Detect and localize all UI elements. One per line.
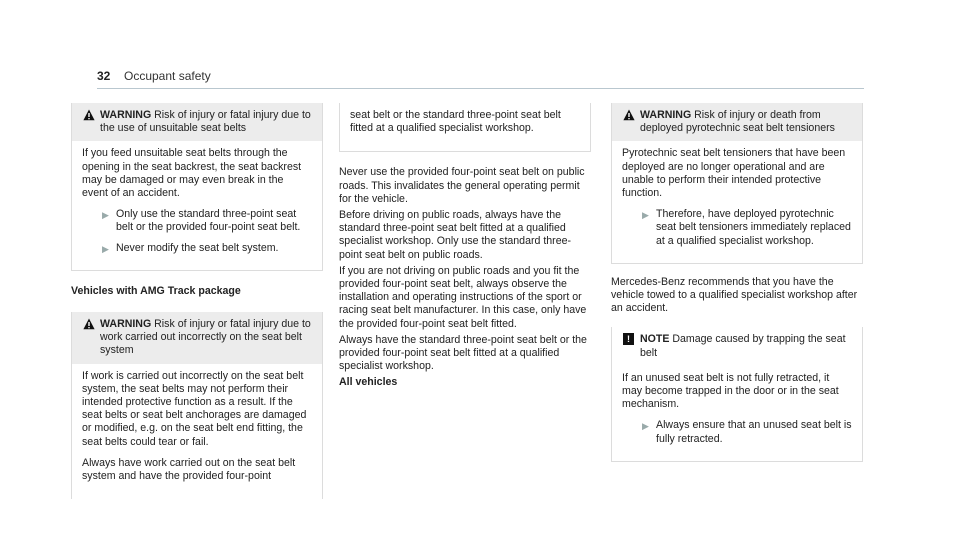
paragraph: Mercedes-Benz recommends that you have the vehicle towed to a qualified specialist workshop after an accident.: [611, 275, 858, 315]
note-text: If an unused seat belt is not fully retracted, it may become trapped in the door or in the seat mechanism.: [622, 371, 839, 411]
warning-title: Risk of injury or fatal injury due to the use of unsuitable seat belts: [100, 109, 311, 135]
instruction-step: [82, 242, 312, 255]
step-text: Always ensure that an unused seat belt is fully retracted.: [656, 419, 852, 445]
step-text: Therefore, have deployed pyrotechnic seat belt tensioners immediately replaced at a qualified specialist workshop.: [656, 208, 851, 247]
paragraph: Before driving on public roads, always have the standard three-point seat belt fitted at a qualified specialist workshop. Only use the standard three-point seat belt on public roads.: [339, 209, 572, 261]
warning-title: Risk of injury or death from deployed pyrotechnic seat belt tensioners: [640, 109, 835, 135]
warning-text: seat belt or the standard three-point seat belt fitted at a qualified specialist workshop.: [350, 109, 561, 135]
paragraph: Always have the standard three-point seat belt or the provided four-point seat belt fitted at a qualified specialist workshop.: [339, 333, 587, 373]
instruction-step: [622, 208, 852, 248]
note-box-trapping: [611, 327, 863, 461]
warning-text: Pyrotechnic seat belt tensioners that have been deployed are no longer operational and are unable to perform their intended protective function.: [622, 147, 846, 200]
warning-header: [612, 103, 862, 141]
note-title: Damage caused by trapping the seat belt: [640, 333, 846, 359]
warning-title: Risk of injury or fatal injury due to work carried out incorrectly on the seat belt system: [100, 318, 311, 357]
step-arrow-icon: ▶: [102, 243, 109, 254]
step-arrow-icon: ▶: [642, 210, 649, 221]
warning-body: [72, 364, 322, 500]
instruction-step: [622, 419, 852, 445]
warning-body: [72, 141, 322, 269]
note-icon: !: [623, 333, 634, 345]
warning-box-incorrect-work: [71, 312, 323, 499]
warning-box-continued: [339, 103, 591, 152]
warning-body: [340, 103, 590, 151]
section-heading: Vehicles with AMG Track package: [71, 284, 241, 297]
body-text: [339, 166, 591, 389]
warning-label: WARNING: [640, 109, 692, 121]
warning-triangle-icon: [83, 318, 95, 330]
note-label: NOTE: [640, 333, 670, 346]
warning-box-unsuitable-belts: [71, 103, 323, 271]
paragraph: Never use the provided four-point seat belt on public roads. This invalidates the general operating permit for the vehicle.: [339, 166, 585, 205]
paragraph: If you are not driving on public roads and you fit the provided four-point seat belt, always observe the installation and operating instructions of the sport or racing seat belt manufacturer. In this case, only have the provided four-point seat belt fitted.: [339, 264, 587, 330]
header-divider: [97, 88, 864, 89]
instruction-step: [82, 208, 312, 234]
column-2: [339, 103, 591, 393]
section-heading: All vehicles: [339, 376, 398, 389]
section-title: Occupant safety: [124, 69, 211, 83]
step-text: Only use the standard three-point seat belt or the provided four-point seat belt.: [116, 208, 301, 234]
warning-header: [72, 312, 322, 364]
warning-triangle-icon: [83, 109, 95, 121]
warning-header: [72, 103, 322, 141]
warning-text: If you feed unsuitable seat belts through the opening in the seat backrest, the seat backrest may be damaged or may even break in the event of an accident.: [82, 147, 302, 200]
step-text: Never modify the seat belt system.: [116, 241, 279, 254]
warning-label: WARNING: [100, 109, 152, 121]
column-1: [71, 103, 323, 499]
warning-box-tensioners: [611, 103, 863, 264]
warning-body: [612, 141, 862, 262]
step-arrow-icon: ▶: [642, 421, 649, 432]
note-body: [612, 366, 862, 461]
column-3: [611, 103, 863, 462]
step-arrow-icon: ▶: [102, 210, 109, 221]
warning-text: If work is carried out incorrectly on the seat belt system, the seat belts may not perform their intended protective function as a result. If the seat belts or seat belt anchorages are damaged or modified, e.g. on the seat belt end fitting, the seat belts could tear or fail.: [82, 369, 307, 448]
note-header: [612, 327, 862, 365]
warning-label: WARNING: [100, 318, 152, 331]
warning-text: Always have work carried out on the seat belt system and have the provided four-point: [82, 456, 296, 483]
page-number: 32: [97, 69, 111, 83]
warning-triangle-icon: [623, 109, 635, 121]
